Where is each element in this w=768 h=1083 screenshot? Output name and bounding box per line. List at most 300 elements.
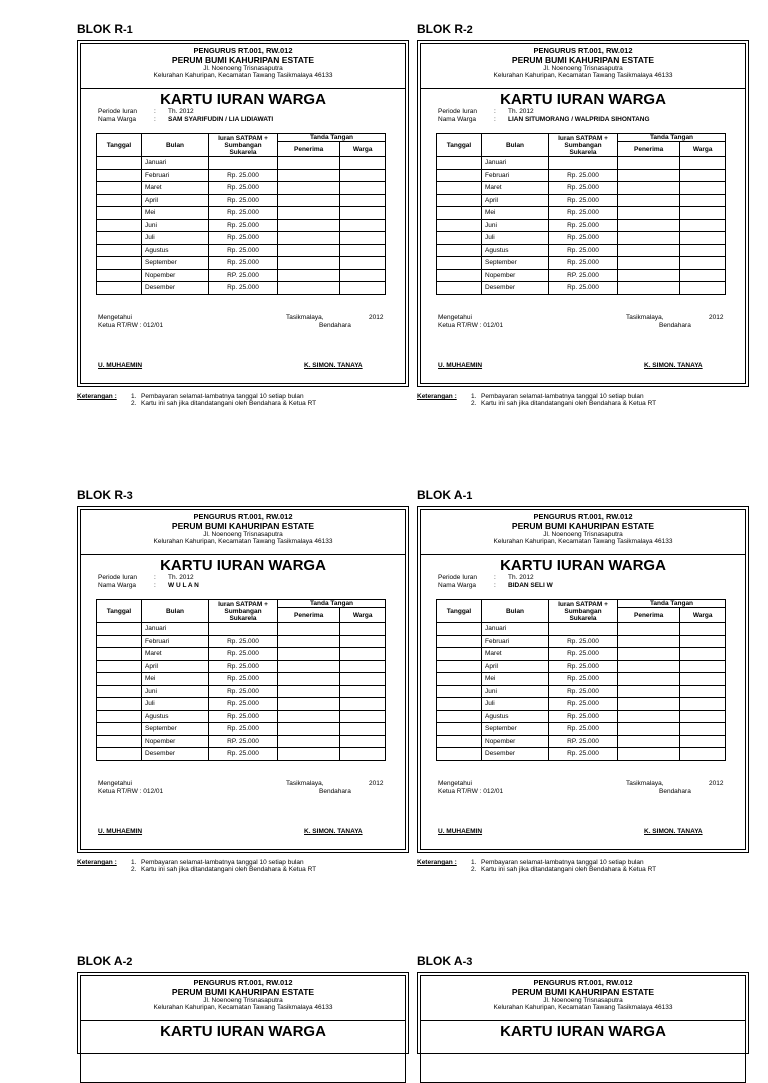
note-text: Kartu ini sah jika ditandatangani oleh Bendahara & Ketua RT xyxy=(481,400,657,407)
colon: : xyxy=(494,116,496,123)
note-number: 2. xyxy=(131,400,137,407)
table-row xyxy=(97,673,386,686)
cell-iuran: Rp. 25.000 xyxy=(209,648,278,661)
cell-warga xyxy=(340,219,386,232)
cell-tanggal xyxy=(437,219,482,232)
cell-iuran: RP. 25.000 xyxy=(549,269,618,282)
cell-penerima xyxy=(618,232,680,245)
cell-iuran: Rp. 25.000 xyxy=(549,723,618,736)
table-row xyxy=(437,685,726,698)
col-tanggal: Tanggal xyxy=(97,600,142,623)
cell-iuran: Rp. 25.000 xyxy=(549,748,618,761)
street-address: Jl. Noenoeng Trisnasaputra xyxy=(203,65,283,72)
cell-bulan: Januari xyxy=(142,157,209,170)
cell-tanggal xyxy=(97,194,142,207)
cell-warga xyxy=(340,257,386,270)
col-tanggal: Tanggal xyxy=(97,134,142,157)
note-text: Pembayaran selamat-lambatnya tanggal 10 setiap bulan xyxy=(481,859,644,866)
cell-bulan: April xyxy=(482,194,549,207)
cell-tanggal xyxy=(97,710,142,723)
blok-name: BLOK R xyxy=(77,22,123,36)
cell-penerima xyxy=(618,735,680,748)
pengurus-text: PENGURUS RT.001, RW.012 xyxy=(533,46,633,55)
cell-iuran: Rp. 25.000 xyxy=(209,698,278,711)
cell-tanggal xyxy=(97,685,142,698)
blok-label xyxy=(417,954,472,968)
blok-label xyxy=(77,954,132,968)
col-bulan: Bulan xyxy=(142,600,209,623)
cell-tanggal xyxy=(437,244,482,257)
blok-number: -3 xyxy=(123,490,133,502)
cell-tanggal xyxy=(437,685,482,698)
cell-bulan: April xyxy=(142,194,209,207)
col-warga: Warga xyxy=(680,608,726,623)
table-row xyxy=(437,698,726,711)
card-frame xyxy=(80,509,406,850)
place-label: Tasikmalaya, xyxy=(626,314,664,321)
cell-bulan: Januari xyxy=(482,623,549,636)
cell-penerima xyxy=(278,269,340,282)
cell-bulan: Nopember xyxy=(142,269,209,282)
card-title: KARTU IURAN WARGA xyxy=(500,557,666,574)
keterangan-row xyxy=(417,400,656,407)
cell-penerima xyxy=(618,723,680,736)
cell-iuran: Rp. 25.000 xyxy=(209,673,278,686)
keterangan xyxy=(417,859,656,873)
cell-bulan: September xyxy=(142,257,209,270)
card-title: KARTU IURAN WARGA xyxy=(500,1023,666,1040)
cell-warga xyxy=(340,244,386,257)
kelurahan-address: Kelurahan Kahuripan, Kecamatan Tawang Tasikmalaya 46133 xyxy=(153,1004,333,1011)
cell-bulan: Maret xyxy=(142,182,209,195)
iuran-card xyxy=(77,40,409,387)
cell-penerima xyxy=(278,194,340,207)
street-address: Jl. Noenoeng Trisnasaputra xyxy=(203,997,283,1004)
nama-label: Nama Warga xyxy=(438,582,477,589)
nama-label: Nama Warga xyxy=(98,582,137,589)
bendahara-name: K. SIMON. TANAYA xyxy=(644,362,703,369)
blok-label xyxy=(77,22,133,36)
estate-name: PERUM BUMI KAHURIPAN ESTATE xyxy=(171,55,315,65)
year-label: 2012 xyxy=(709,314,724,321)
cell-penerima xyxy=(278,635,340,648)
cell-tanggal xyxy=(97,182,142,195)
cell-penerima xyxy=(278,219,340,232)
card-title: KARTU IURAN WARGA xyxy=(160,1023,326,1040)
cell-iuran: Rp. 25.000 xyxy=(549,194,618,207)
pengurus-text: PENGURUS RT.001, RW.012 xyxy=(533,512,633,521)
cell-iuran: Rp. 25.000 xyxy=(209,685,278,698)
ketua-rt-label: Ketua RT/RW : 012/01 xyxy=(98,788,164,795)
blok-label xyxy=(417,488,472,502)
table-row xyxy=(437,282,726,295)
cell-bulan: Desember xyxy=(142,282,209,295)
cell-bulan: Juni xyxy=(482,219,549,232)
cell-warga xyxy=(340,635,386,648)
nama-row xyxy=(98,582,199,589)
cell-bulan: September xyxy=(482,723,549,736)
nama-label: Nama Warga xyxy=(438,116,477,123)
nama-row xyxy=(438,116,650,123)
periode-value: Th. 2012 xyxy=(168,108,194,115)
table-row xyxy=(97,182,386,195)
blok-number: -2 xyxy=(122,956,133,968)
cell-penerima xyxy=(278,182,340,195)
cell-tanggal xyxy=(437,648,482,661)
cell-iuran: Rp. 25.000 xyxy=(549,169,618,182)
place-label: Tasikmalaya, xyxy=(626,780,664,787)
cell-bulan: Mei xyxy=(142,207,209,220)
table-row xyxy=(97,169,386,182)
cell-bulan: Januari xyxy=(482,157,549,170)
blok-name: BLOK R xyxy=(417,22,463,36)
cell-penerima xyxy=(278,232,340,245)
iuran-table xyxy=(436,599,726,761)
blok-label xyxy=(77,488,133,502)
col-warga: Warga xyxy=(680,142,726,157)
ketua-name: U. MUHAEMIN xyxy=(438,828,483,835)
cell-warga xyxy=(680,207,726,220)
table-row xyxy=(97,623,386,636)
table-header-row xyxy=(97,600,386,608)
cell-iuran: Rp. 25.000 xyxy=(209,194,278,207)
cell-penerima xyxy=(618,219,680,232)
cell-warga xyxy=(680,660,726,673)
keterangan xyxy=(77,859,316,873)
cell-iuran: Rp. 25.000 xyxy=(549,207,618,220)
colon: : xyxy=(494,108,496,115)
pengurus-text: PENGURUS RT.001, RW.012 xyxy=(193,46,293,55)
cell-bulan: Juli xyxy=(482,232,549,245)
table-row xyxy=(437,207,726,220)
keterangan-row xyxy=(77,393,316,400)
table-header-row xyxy=(437,600,726,608)
col-tanda-tangan: Tanda Tangan xyxy=(618,600,726,608)
cell-penerima xyxy=(618,157,680,170)
periode-row xyxy=(438,108,534,115)
cell-tanggal xyxy=(97,157,142,170)
street-address: Jl. Noenoeng Trisnasaputra xyxy=(543,65,623,72)
col-bulan: Bulan xyxy=(142,134,209,157)
cell-iuran: Rp. 25.000 xyxy=(209,710,278,723)
cell-iuran xyxy=(549,623,618,636)
bendahara-name: K. SIMON. TANAYA xyxy=(644,828,703,835)
cell-bulan: Juni xyxy=(482,685,549,698)
cell-bulan: Januari xyxy=(142,623,209,636)
year-label: 2012 xyxy=(709,780,724,787)
periode-label: Periode Iuran xyxy=(98,574,138,581)
cell-warga xyxy=(680,182,726,195)
nama-value: BIDAN SELI W xyxy=(508,582,553,589)
cell-iuran: Rp. 25.000 xyxy=(209,257,278,270)
keterangan-label: Keterangan : xyxy=(77,393,117,400)
cell-iuran: Rp. 25.000 xyxy=(549,244,618,257)
cell-warga xyxy=(680,698,726,711)
table-row xyxy=(437,748,726,761)
cell-bulan: Februari xyxy=(142,169,209,182)
blok-name: BLOK A xyxy=(417,954,463,968)
cell-warga xyxy=(340,269,386,282)
card-header xyxy=(421,44,745,89)
mengetahui-label: Mengetahui xyxy=(98,314,132,321)
cell-penerima xyxy=(278,723,340,736)
table-row xyxy=(97,723,386,736)
kelurahan-address: Kelurahan Kahuripan, Kecamatan Tawang Tasikmalaya 46133 xyxy=(153,538,333,545)
cell-tanggal xyxy=(437,623,482,636)
cell-warga xyxy=(340,735,386,748)
keterangan-row xyxy=(417,866,656,873)
keterangan-row xyxy=(77,400,316,407)
col-tanda-tangan: Tanda Tangan xyxy=(278,600,386,608)
cell-iuran: RP. 25.000 xyxy=(209,735,278,748)
blok-name: BLOK A xyxy=(77,954,123,968)
col-warga: Warga xyxy=(340,608,386,623)
cell-penerima xyxy=(618,635,680,648)
table-row xyxy=(437,169,726,182)
table-row xyxy=(437,194,726,207)
cell-warga xyxy=(680,635,726,648)
cell-tanggal xyxy=(97,673,142,686)
cell-warga xyxy=(340,282,386,295)
cell-iuran: Rp. 25.000 xyxy=(549,282,618,295)
card-header xyxy=(81,976,405,1021)
cell-iuran: Rp. 25.000 xyxy=(549,257,618,270)
card-frame xyxy=(420,43,746,384)
cell-tanggal xyxy=(437,232,482,245)
cell-warga xyxy=(680,685,726,698)
bendahara-label: Bendahara xyxy=(659,788,691,795)
cell-warga xyxy=(340,194,386,207)
periode-value: Th. 2012 xyxy=(508,574,534,581)
cell-tanggal xyxy=(97,244,142,257)
note-number: 1. xyxy=(471,859,477,866)
table-row xyxy=(437,723,726,736)
cell-iuran: RP. 25.000 xyxy=(549,735,618,748)
nama-value: SAM SYARIFUDIN / LIA LIDIAWATI xyxy=(168,116,274,123)
cell-tanggal xyxy=(97,232,142,245)
table-row xyxy=(97,244,386,257)
cell-bulan: Agustus xyxy=(142,244,209,257)
cell-bulan: Juli xyxy=(142,698,209,711)
cell-tanggal xyxy=(97,169,142,182)
cell-iuran: Rp. 25.000 xyxy=(549,710,618,723)
cell-iuran: Rp. 25.000 xyxy=(209,169,278,182)
cell-penerima xyxy=(278,673,340,686)
note-number: 1. xyxy=(471,393,477,400)
cell-bulan: Februari xyxy=(142,635,209,648)
table-row xyxy=(97,207,386,220)
col-tanggal: Tanggal xyxy=(437,134,482,157)
table-row xyxy=(97,194,386,207)
cell-penerima xyxy=(618,660,680,673)
pengurus-text: PENGURUS RT.001, RW.012 xyxy=(533,978,633,987)
cell-warga xyxy=(680,648,726,661)
iuran-table xyxy=(436,133,726,295)
cell-bulan: September xyxy=(142,723,209,736)
iuran-card xyxy=(77,972,409,1054)
cell-bulan: Desember xyxy=(482,282,549,295)
col-iuran: Iuran SATPAM + Sumbangan Sukarela xyxy=(209,134,278,157)
cell-warga xyxy=(680,257,726,270)
table-row xyxy=(97,635,386,648)
cell-warga xyxy=(340,648,386,661)
nama-row xyxy=(98,116,273,123)
street-address: Jl. Noenoeng Trisnasaputra xyxy=(543,997,623,1004)
cell-bulan: Nopember xyxy=(482,269,549,282)
cell-penerima xyxy=(278,169,340,182)
kelurahan-address: Kelurahan Kahuripan, Kecamatan Tawang Tasikmalaya 46133 xyxy=(493,72,673,79)
mengetahui-label: Mengetahui xyxy=(438,780,472,787)
note-text: Pembayaran selamat-lambatnya tanggal 10 setiap bulan xyxy=(481,393,644,400)
note-number: 1. xyxy=(131,859,137,866)
col-bulan: Bulan xyxy=(482,134,549,157)
table-row xyxy=(97,257,386,270)
cell-penerima xyxy=(618,748,680,761)
cell-bulan: September xyxy=(482,257,549,270)
cell-iuran xyxy=(209,623,278,636)
cell-warga xyxy=(680,735,726,748)
street-address: Jl. Noenoeng Trisnasaputra xyxy=(203,531,283,538)
blok-name: BLOK R xyxy=(77,488,123,502)
cell-bulan: Agustus xyxy=(482,710,549,723)
table-row xyxy=(97,269,386,282)
note-number: 2. xyxy=(471,400,477,407)
cell-bulan: Februari xyxy=(482,169,549,182)
mengetahui-label: Mengetahui xyxy=(98,780,132,787)
iuran-card xyxy=(417,506,749,853)
cell-warga xyxy=(340,710,386,723)
colon: : xyxy=(154,116,156,123)
card-title: KARTU IURAN WARGA xyxy=(160,557,326,574)
keterangan-label: Keterangan : xyxy=(77,859,117,866)
cell-bulan: Juni xyxy=(142,219,209,232)
pengurus-text: PENGURUS RT.001, RW.012 xyxy=(193,512,293,521)
cell-penerima xyxy=(278,157,340,170)
blok-label xyxy=(417,22,473,36)
col-tanggal: Tanggal xyxy=(437,600,482,623)
cell-bulan: April xyxy=(482,660,549,673)
cell-penerima xyxy=(618,182,680,195)
cell-bulan: Agustus xyxy=(482,244,549,257)
cell-tanggal xyxy=(97,648,142,661)
periode-row xyxy=(98,574,194,581)
note-text: Pembayaran selamat-lambatnya tanggal 10 setiap bulan xyxy=(141,859,304,866)
cell-penerima xyxy=(278,207,340,220)
cell-warga xyxy=(340,182,386,195)
card-frame xyxy=(80,975,406,1083)
cell-tanggal xyxy=(437,282,482,295)
cell-warga xyxy=(340,232,386,245)
note-text: Kartu ini sah jika ditandatangani oleh Bendahara & Ketua RT xyxy=(481,866,657,873)
cell-warga xyxy=(680,269,726,282)
cell-penerima xyxy=(618,648,680,661)
table-row xyxy=(97,660,386,673)
cell-warga xyxy=(340,723,386,736)
nama-row xyxy=(438,582,553,589)
col-tanda-tangan: Tanda Tangan xyxy=(278,134,386,142)
cell-iuran xyxy=(209,157,278,170)
table-row xyxy=(437,219,726,232)
estate-name: PERUM BUMI KAHURIPAN ESTATE xyxy=(511,521,655,531)
col-penerima: Penerima xyxy=(278,608,340,623)
nama-value: LIAN SITUMORANG / WALPRIDA SIHONTANG xyxy=(508,116,650,123)
cell-tanggal xyxy=(437,723,482,736)
cell-bulan: Desember xyxy=(482,748,549,761)
cell-tanggal xyxy=(437,207,482,220)
cell-penerima xyxy=(278,735,340,748)
estate-name: PERUM BUMI KAHURIPAN ESTATE xyxy=(171,521,315,531)
cell-iuran: Rp. 25.000 xyxy=(209,244,278,257)
iuran-card xyxy=(417,972,749,1054)
col-iuran: Iuran SATPAM + Sumbangan Sukarela xyxy=(549,600,618,623)
cell-penerima xyxy=(618,257,680,270)
note-number: 2. xyxy=(131,866,137,873)
cell-iuran: RP. 25.000 xyxy=(209,269,278,282)
cell-tanggal xyxy=(97,257,142,270)
cell-tanggal xyxy=(97,282,142,295)
colon: : xyxy=(154,108,156,115)
blok-name: BLOK A xyxy=(417,488,463,502)
blok-number: -3 xyxy=(462,956,473,968)
cell-penerima xyxy=(618,282,680,295)
table-row xyxy=(97,232,386,245)
cell-warga xyxy=(680,623,726,636)
table-row xyxy=(97,748,386,761)
cell-penerima xyxy=(278,257,340,270)
keterangan xyxy=(417,393,656,407)
cell-warga xyxy=(340,623,386,636)
cell-tanggal xyxy=(437,169,482,182)
card-frame xyxy=(420,975,746,1083)
cell-bulan: Juli xyxy=(142,232,209,245)
estate-name: PERUM BUMI KAHURIPAN ESTATE xyxy=(511,55,655,65)
cell-iuran: Rp. 25.000 xyxy=(549,182,618,195)
cell-tanggal xyxy=(97,698,142,711)
cell-warga xyxy=(340,698,386,711)
keterangan-row xyxy=(417,859,656,866)
colon: : xyxy=(494,574,496,581)
cell-iuran: Rp. 25.000 xyxy=(549,232,618,245)
cell-penerima xyxy=(618,673,680,686)
cell-penerima xyxy=(278,623,340,636)
cell-penerima xyxy=(618,207,680,220)
cell-warga xyxy=(680,219,726,232)
cell-iuran xyxy=(549,157,618,170)
note-text: Kartu ini sah jika ditandatangani oleh Bendahara & Ketua RT xyxy=(141,400,317,407)
table-header-row xyxy=(97,134,386,142)
col-iuran: Iuran SATPAM + Sumbangan Sukarela xyxy=(209,600,278,623)
cell-warga xyxy=(680,169,726,182)
cell-warga xyxy=(340,157,386,170)
ketua-name: U. MUHAEMIN xyxy=(98,362,143,369)
card-frame xyxy=(420,509,746,850)
bendahara-name: K. SIMON. TANAYA xyxy=(304,362,363,369)
card-title: KARTU IURAN WARGA xyxy=(500,91,666,108)
cell-iuran: Rp. 25.000 xyxy=(549,635,618,648)
table-row xyxy=(97,735,386,748)
cell-iuran: Rp. 25.000 xyxy=(549,685,618,698)
note-text: Pembayaran selamat-lambatnya tanggal 10 setiap bulan xyxy=(141,393,304,400)
cell-tanggal xyxy=(97,219,142,232)
table-row xyxy=(437,673,726,686)
cell-penerima xyxy=(618,194,680,207)
cell-iuran: Rp. 25.000 xyxy=(209,207,278,220)
cell-tanggal xyxy=(97,635,142,648)
mengetahui-label: Mengetahui xyxy=(438,314,472,321)
cell-tanggal xyxy=(97,660,142,673)
table-row xyxy=(437,623,726,636)
nama-label: Nama Warga xyxy=(98,116,137,123)
